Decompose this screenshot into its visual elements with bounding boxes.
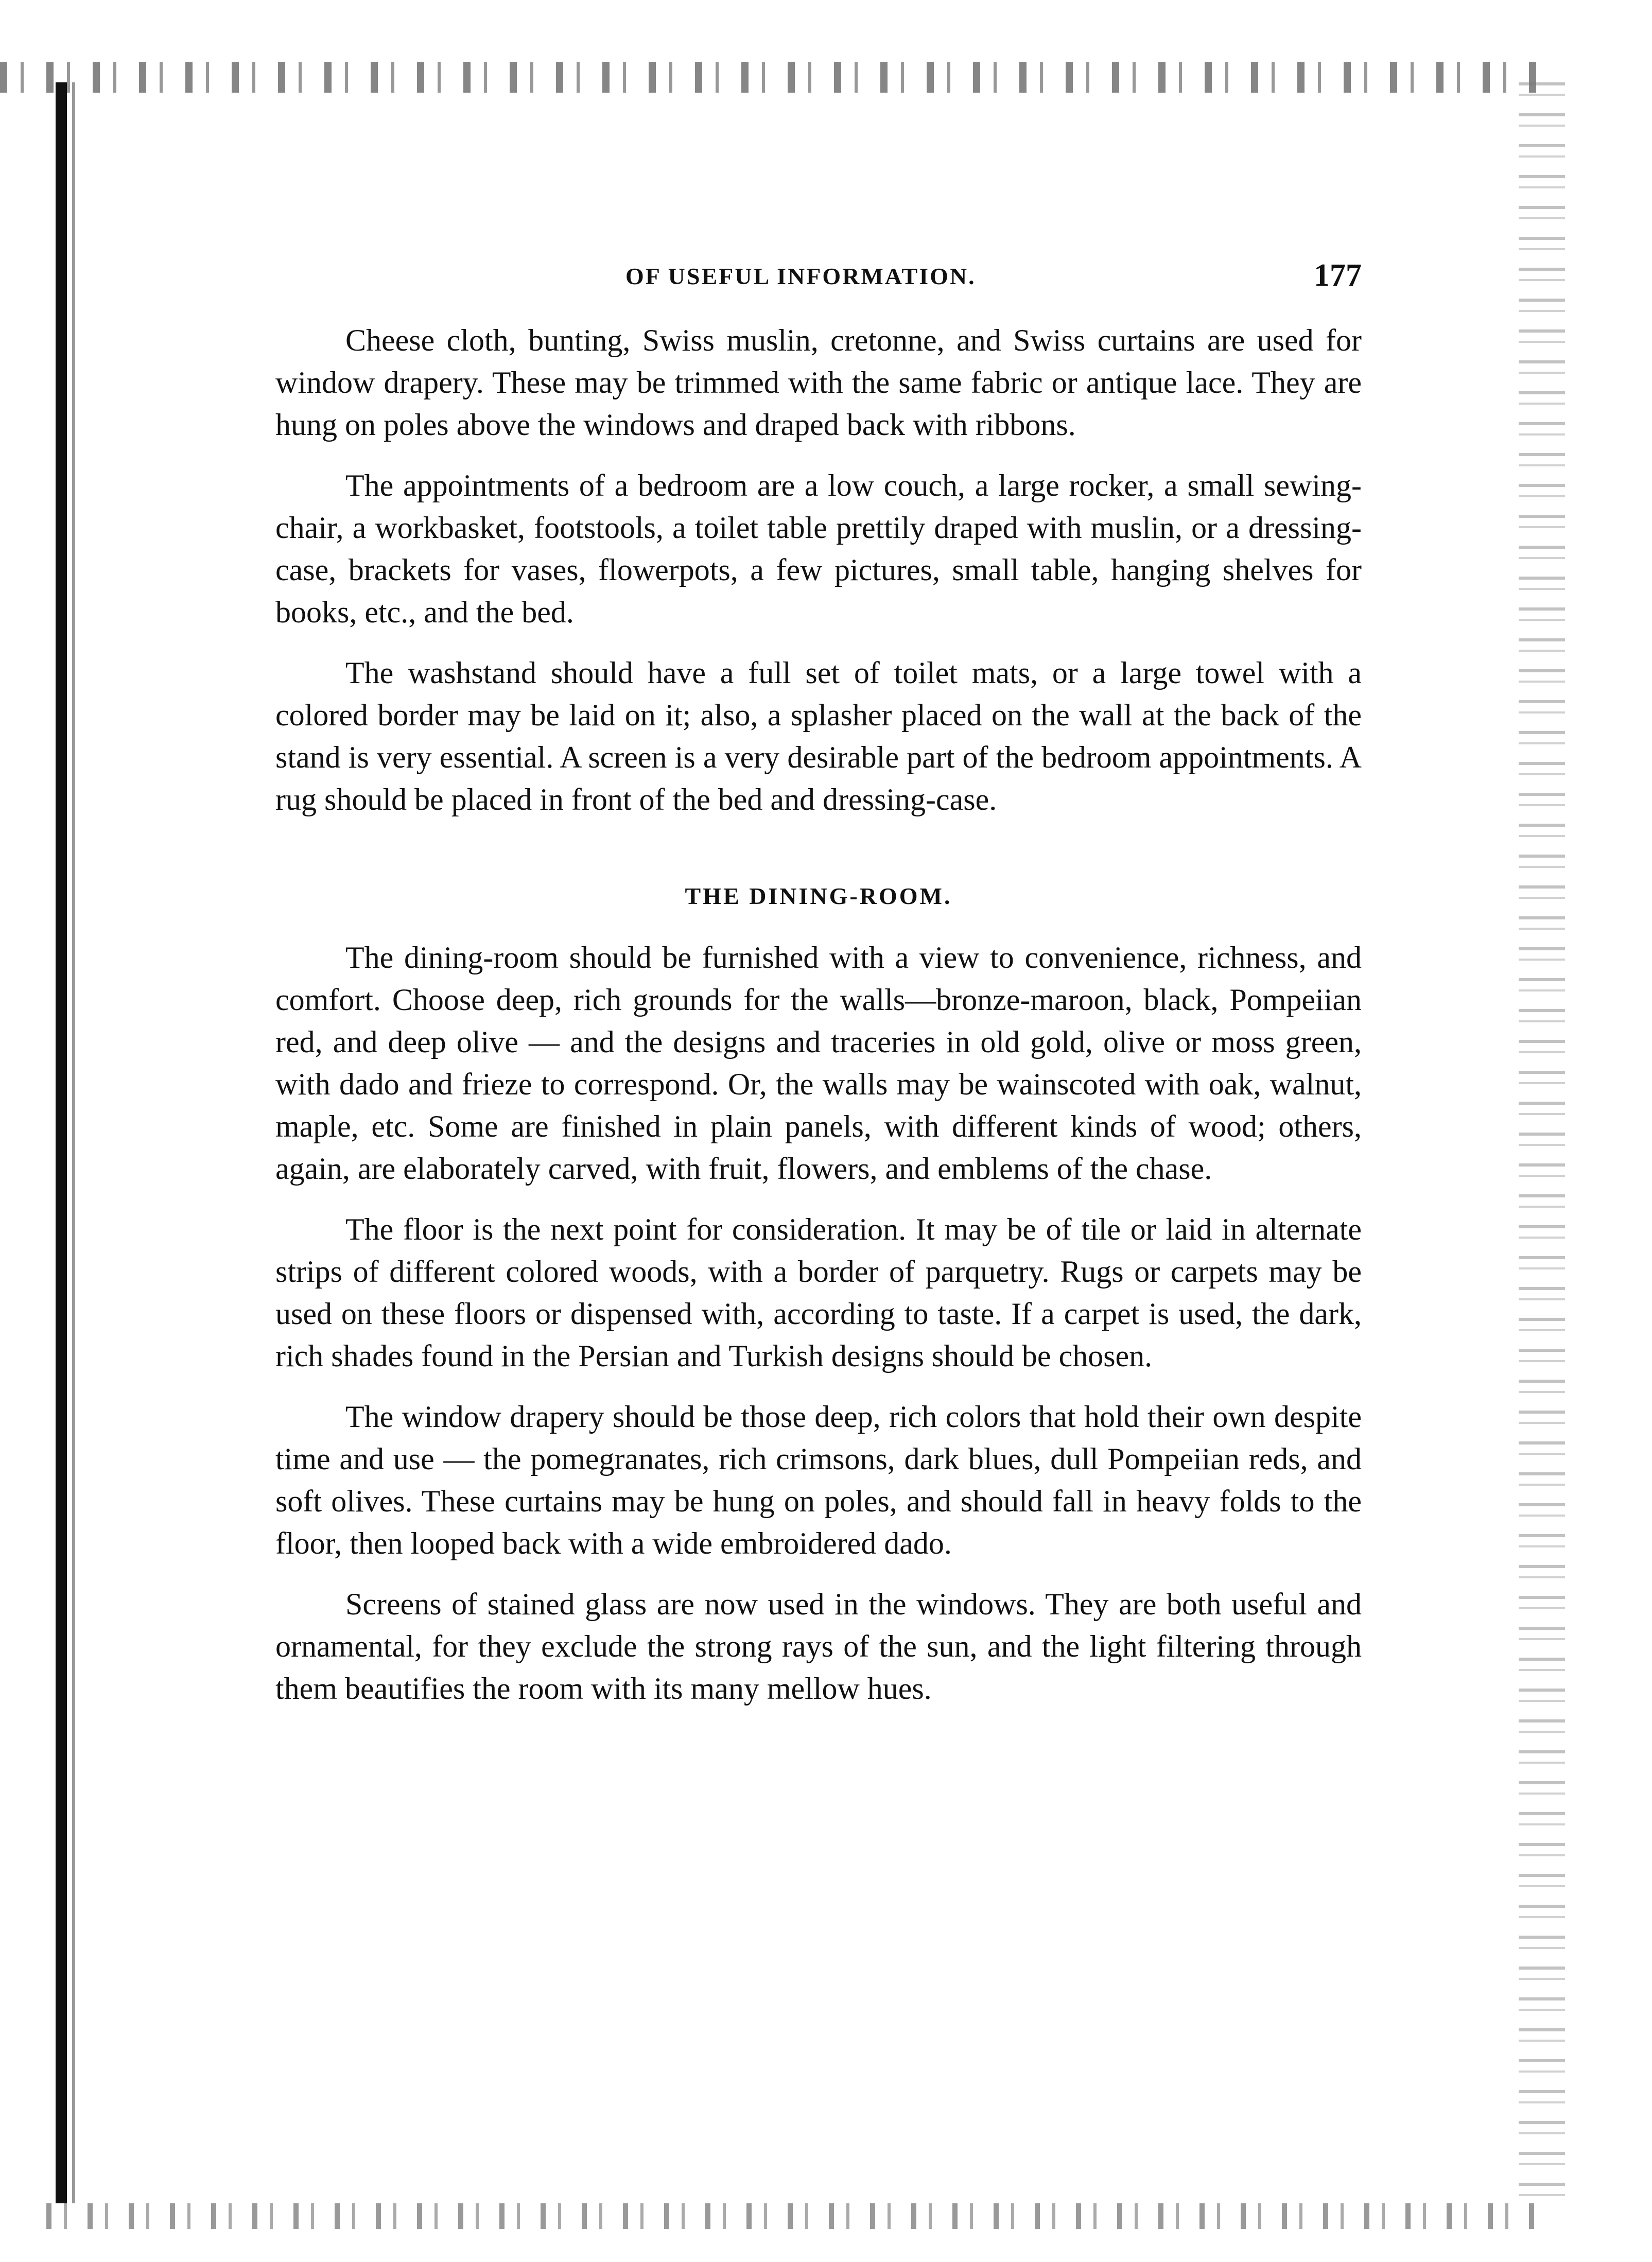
paragraph-washstand: The washstand should have a full set of toilet mats, or a large towel with a colored border may be laid on it; also, a splasher placed on the wall at the back of the stand is very essential. A screen is a very desirable part of the bedroom appointments. A rug should be placed in front of the bed and dressing-case. — [275, 656, 1362, 816]
page-number: 177 — [1314, 258, 1362, 293]
paragraph-dining-walls: The dining-room should be furnished with a view to convenience, richness, and comfort. Choose deep, rich grounds for the walls—bronze-maroon, black, Pompeiian red, and deep olive — and the designs and traceries in old gold, olive or moss green, with dado and frieze to correspond. Or, the walls may be wainscoted with oak, walnut, maple, etc. Some are finished in plain panels, with different kinds of wood; others, again, are elaborately carved, with fruit, flowers, and emblems of the chase. — [275, 941, 1362, 1186]
running-title: OF USEFUL INFORMATION. — [625, 263, 976, 289]
paragraph-curtains: Cheese cloth, bunting, Swiss muslin, cretonne, and Swiss curtains are used for window drapery. These may be trimmed with the same fabric or antique lace. They are hung on poles above the windows and draped back with ribbons. — [275, 323, 1362, 442]
binding-shadow — [56, 82, 67, 2203]
paragraph-dining-screens: Screens of stained glass are now used in the windows. They are both useful and ornamental, for they exclude the strong rays of the sun, and the light filtering through them beautifies the room with its many mellow hues. — [275, 1587, 1362, 1706]
paragraph-bedroom-appointments: The appointments of a bedroom are a low couch, a large rocker, a small sewing-chair, a workbasket, footstools, a toilet table prettily draped with muslin, or a dressing-case, brackets for vases, flowerpots, a few pictures, small table, hanging shelves for books, etc., and the bed. — [275, 468, 1362, 629]
scan-noise-bottom — [46, 2203, 1539, 2229]
book-page — [275, 257, 1362, 1728]
paragraph-dining-floor: The floor is the next point for consideration. It may be of tile or laid in alternate strips of different colored woods, with a border of parquetry. Rugs or carpets may be used on these floors or dispensed with, according to taste. If a carpet is used, the dark, rich shades found in the Persian and Turkish designs should be chosen. — [275, 1212, 1362, 1373]
section-heading-dining-room: THE DINING-ROOM. — [685, 883, 952, 909]
paragraph-dining-drapery: The window drapery should be those deep, rich colors that hold their own despite time and use — the pomegranates, rich crimsons, dark blues, dull Pompeiian reds, and soft olives. These curtains may be hung on poles, and should fall in heavy folds to the floor, then looped back with a wide embroidered dado. — [275, 1400, 1362, 1560]
binding-shadow-thin — [72, 82, 75, 2203]
scan-noise-right — [1519, 82, 1565, 2203]
running-head — [275, 257, 1362, 299]
scan-noise-top — [0, 62, 1544, 93]
